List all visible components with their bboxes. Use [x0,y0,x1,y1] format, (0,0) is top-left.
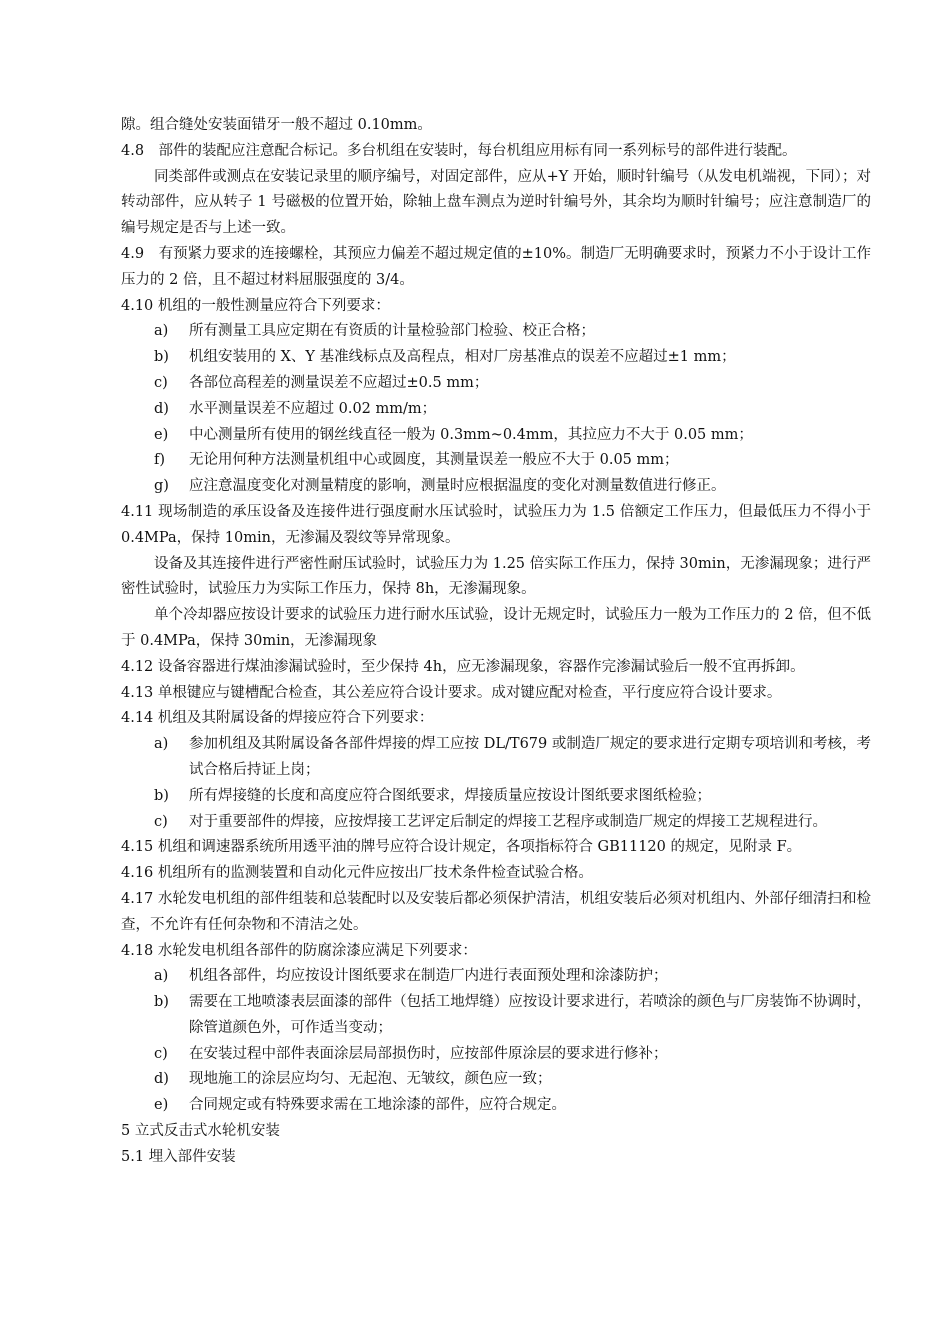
list-marker: g) [154,478,169,495]
list-item-text: 应注意温度变化对测量精度的影响，测量时应根据温度的变化对测量数值进行修正。 [189,478,726,495]
clause-4-18-list [121,964,871,1119]
list-item [154,371,871,397]
clause-4-13: 4.13 单根键应与键槽配合检查，其公差应符合设计要求。成对键应配对检查，平行度应符合设计要求。 [121,684,782,701]
list-item-text: 各部位高程差的测量误差不应超过±0.5 mm； [189,374,489,391]
list-item-text: 无论用何种方法测量机组中心或圆度，其测量误差一般应不大于 0.05 mm； [189,452,679,469]
list-item [154,784,871,810]
list-marker: f) [154,452,166,469]
list-item-text: 需要在工地喷漆表层面漆的部件（包括工地焊缝）应按设计要求进行，若喷涂的颜色与厂房装饰不协调时，除管道颜色外，可作适当变动； [189,994,871,1036]
list-marker: e) [154,426,169,443]
list-item [154,345,871,371]
list-item-text: 合同规定或有特殊要求需在工地涂漆的部件，应符合规定。 [189,1097,566,1114]
list-marker: e) [154,1097,169,1114]
list-item-text: 现地施工的涂层应均匀、无起泡、无皱纹，颜色应一致； [189,1071,552,1088]
list-item-text: 中心测量所有使用的钢丝线直径一般为 0.3mm~0.4mm，其拉应力不大于 0.05 mm； [189,426,753,443]
clause-4-9: 4.9 有预紧力要求的连接螺栓，其预应力偏差不超过规定值的±10%。制造厂无明确要求时，预紧力不小于设计工作压力的 2 倍，且不超过材料屈服强度的 3/4。 [121,245,871,288]
section-5-1-heading: 5.1 埋入部件安装 [121,1148,236,1165]
list-marker: c) [154,1045,168,1062]
list-marker: b) [154,349,169,366]
list-marker: d) [154,1071,169,1088]
paragraph-continuation: 隙。组合缝处安装面错牙一般不超过 0.10mm。 [121,117,432,133]
list-item [154,1093,871,1119]
list-item-text: 参加机组及其附属设备各部件焊接的焊工应按 DL/T679 或制造厂规定的要求进行定期专项培训和考核，考试合格后持证上岗； [189,736,871,778]
list-item-text: 所有测量工具应定期在有资质的计量检验部门检验、校正合格； [189,323,595,340]
list-marker: c) [154,374,168,391]
list-item [154,448,871,474]
document-page [121,113,871,1171]
list-marker: c) [154,813,168,830]
clause-4-10-heading: 4.10 机组的一般性测量应符合下列要求： [121,297,390,314]
list-item [154,319,871,345]
list-item-text: 对于重要部件的焊接，应按焊接工艺评定后制定的焊接工艺程序或制造厂规定的焊接工艺规程进行。 [189,813,827,830]
list-marker: d) [154,400,169,417]
list-item [154,990,871,1042]
list-marker: b) [154,994,169,1011]
clause-4-11: 4.11 现场制造的承压设备及连接件进行强度耐水压试验时，试验压力为 1.5 倍额定工作压力，但最低压力不得小于 0.4MPa，保持 10min，无渗漏及裂纹等异常现象。 [121,503,871,546]
list-item [154,732,871,784]
clause-4-10-list [121,319,871,500]
list-item-text: 在安装过程中部件表面涂层局部损伤时，应按部件原涂层的要求进行修补； [189,1045,668,1062]
list-marker: a) [154,736,169,753]
clause-4-14-heading: 4.14 机组及其附属设备的焊接应符合下列要求： [121,710,434,727]
clause-4-8: 4.8 部件的装配应注意配合标记。多台机组在安装时，每台机组应用标有同一系列标号的部件进行装配。 [121,142,797,159]
list-marker: b) [154,787,169,804]
list-item [154,474,871,500]
clause-4-17: 4.17 水轮发电机组的部件组装和总装配时以及安装后都必须保护清洁，机组安装后必须对机组内、外部仔细清扫和检查，不允许有任何杂物和不清洁之处。 [121,890,871,933]
clause-4-11-tightness: 设备及其连接件进行严密性耐压试验时，试验压力为 1.25 倍实际工作压力，保持 30min，无渗漏现象；进行严密性试验时，试验压力为实际工作压力，保持 8h，无渗漏现象。 [121,555,871,598]
clause-4-8-detail: 同类部件或测点在安装记录里的顺序编号，对固定部件，应从+Y 开始，顺时针编号（从发电机端视，下同）；对转动部件，应从转子 1 号磁极的位置开始，除轴上盘车测点为逆时针编号外，其余均为顺时针编号；应注意制造厂的编号规定是否与上述一致。 [121,168,871,237]
clause-4-11-cooler: 单个冷却器应按设计要求的试验压力进行耐水压试验，设计无规定时，试验压力一般为工作压力的 2 倍，但不低于 0.4MPa，保持 30min，无渗漏现象 [121,607,871,649]
list-item-text: 水平测量误差不应超过 0.02 mm/m； [189,400,437,417]
clause-4-14-list [121,732,871,835]
list-marker: a) [154,968,169,985]
list-item [154,1042,871,1068]
clause-4-16: 4.16 机组所有的监测装置和自动化元件应按出厂技术条件检查试验合格。 [121,865,593,882]
clause-4-18-heading: 4.18 水轮发电机组各部件的防腐涂漆应满足下列要求： [121,942,477,959]
list-marker: a) [154,323,169,340]
list-item-text: 所有焊接缝的长度和高度应符合图纸要求，焊接质量应按设计图纸要求图纸检验； [189,787,711,804]
list-item [154,810,871,836]
list-item-text: 机组各部件，均应按设计图纸要求在制造厂内进行表面预处理和涂漆防护； [189,968,668,985]
clause-4-12: 4.12 设备容器进行煤油渗漏试验时，至少保持 4h，应无渗漏现象，容器作完渗漏试验后一般不宜再拆卸。 [121,658,805,675]
section-5-heading: 5 立式反击式水轮机安装 [121,1123,280,1140]
clause-4-15: 4.15 机组和调速器系统所用透平油的牌号应符合设计规定，各项指标符合 GB11120 的规定，见附录 F。 [121,839,802,856]
list-item [154,1067,871,1093]
list-item [154,397,871,423]
list-item [154,964,871,990]
list-item-text: 机组安装用的 X、Y 基准线标点及高程点，相对厂房基准点的误差不应超过±1 mm； [189,349,736,366]
list-item [154,423,871,449]
